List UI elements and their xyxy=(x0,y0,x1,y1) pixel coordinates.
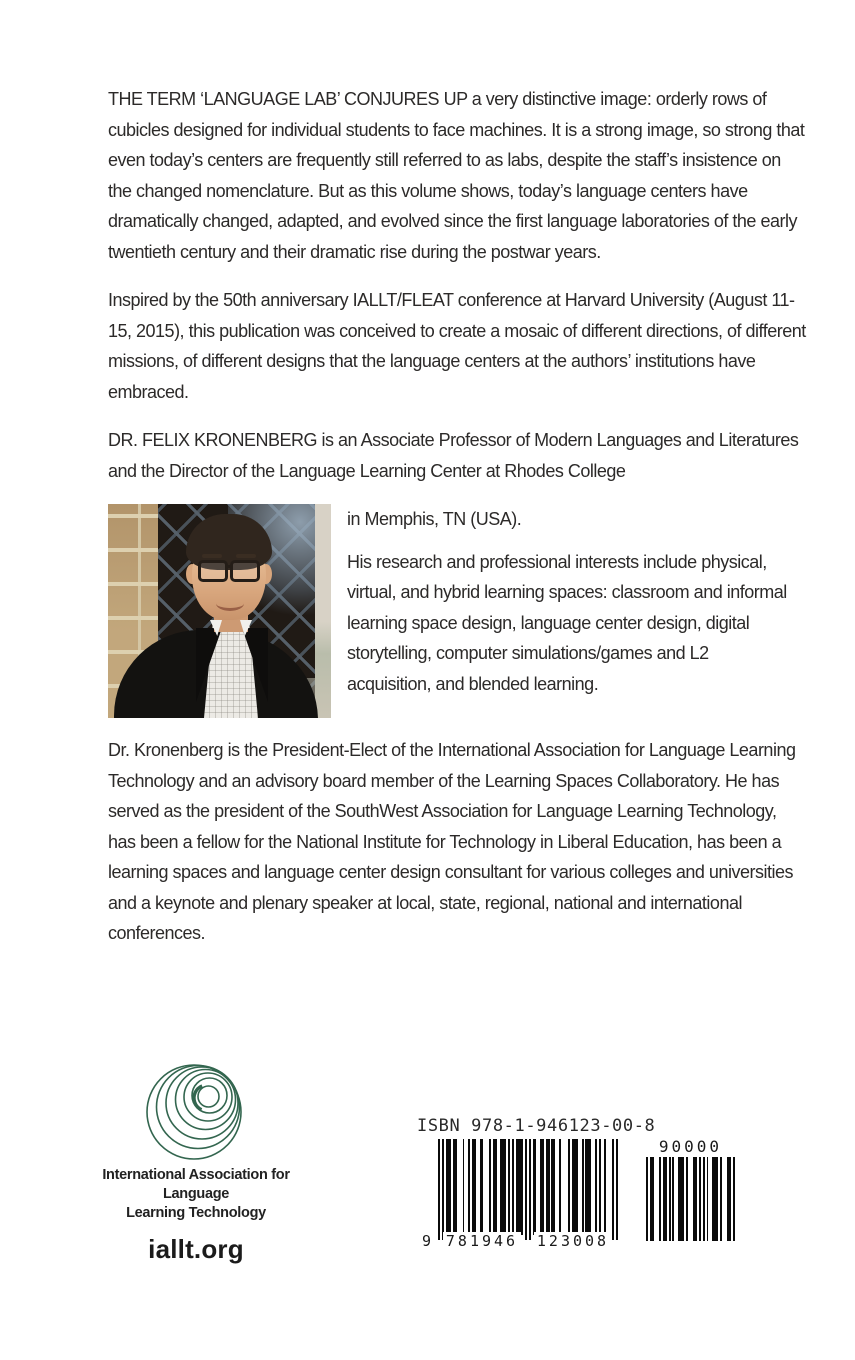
org-name xyxy=(84,1166,308,1223)
org-name-line1: International Association for Language xyxy=(102,1167,290,1202)
ean13-digits-group1: 781946 xyxy=(443,1232,521,1250)
addon-bars xyxy=(646,1157,735,1241)
research-interests-paragraph: His research and professional interests include physical, virtual, and hybrid learning spaces: classroom and informal learning space design, language center design, digital storytelling, computer simulations/games and L2 acquisition, and blended learning. xyxy=(347,551,787,694)
isbn-barcode-block xyxy=(413,1116,748,1255)
addon-price-code: 90000 xyxy=(658,1137,723,1156)
isbn-label: ISBN 978-1-946123-00-8 xyxy=(417,1116,656,1136)
photo-glasses-lens-left xyxy=(198,560,228,582)
iallt-logo-icon xyxy=(144,1058,248,1162)
photo-eyebrow-left xyxy=(202,554,222,558)
back-cover-text xyxy=(108,0,808,967)
iallt-url: iallt.org xyxy=(148,1234,244,1264)
career-paragraph: Dr. Kronenberg is the President-Elect of the International Association for Language Learning Technology and an advisory board member of the Learning Spaces Collaboratory. He has served as the president of the SouthWest Association for Language Learning Technology, has been a fellow for the National Institute for Technology in Liberal Education, has been a learning spaces and language center design consultant for various colleges and universities and a keynote and plenary speaker at local, state, regional, national and international conferences. xyxy=(108,740,796,943)
author-photo xyxy=(108,504,331,718)
ean13-digits-group2: 123008 xyxy=(534,1232,612,1250)
ean13-barcode xyxy=(424,1139,620,1255)
photo-eyebrow-right xyxy=(236,554,256,558)
author-bio-column xyxy=(347,504,787,699)
photo-glasses xyxy=(198,560,260,578)
author-bio-row xyxy=(108,504,808,718)
photo-smile xyxy=(216,596,244,611)
photo-glasses-lens-right xyxy=(230,560,260,582)
addon-barcode xyxy=(646,1139,735,1241)
barcode-row xyxy=(413,1139,748,1255)
photo-stone-column xyxy=(315,504,331,718)
intro-paragraph: THE TERM ‘LANGUAGE LAB’ CONJURES UP a very distinctive image: orderly rows of cubicles designed for individual students to face machines. It is a strong image, so strong that even today’s centers are frequently still referred to as labs, despite the staff’s insistence on the changed nomenclature. But as this volume shows, today’s language centers have dramatically changed, adapted, and evolved since the first language laboratories of the early twentieth century and their dramatic rise during the postwar years. xyxy=(108,89,805,262)
ean13-digit-first: 9 xyxy=(422,1232,435,1250)
iallt-logo-block xyxy=(84,1058,308,1265)
author-intro-paragraph: DR. FELIX KRONENBERG is an Associate Professor of Modern Languages and Literatures and the Director of the Language Learning Center at Rhodes College xyxy=(108,430,799,481)
org-name-line2: Learning Technology xyxy=(126,1205,266,1221)
author-location-line: in Memphis, TN (USA). xyxy=(347,509,522,529)
conference-paragraph: Inspired by the 50th anniversary IALLT/FLEAT conference at Harvard University (August 11-15, 2015), this publication was conceived to create a mosaic of different directions, of different missions, of different designs that the language centers at the authors’ institutions have embraced. xyxy=(108,290,806,402)
ean13-bars xyxy=(438,1139,620,1240)
